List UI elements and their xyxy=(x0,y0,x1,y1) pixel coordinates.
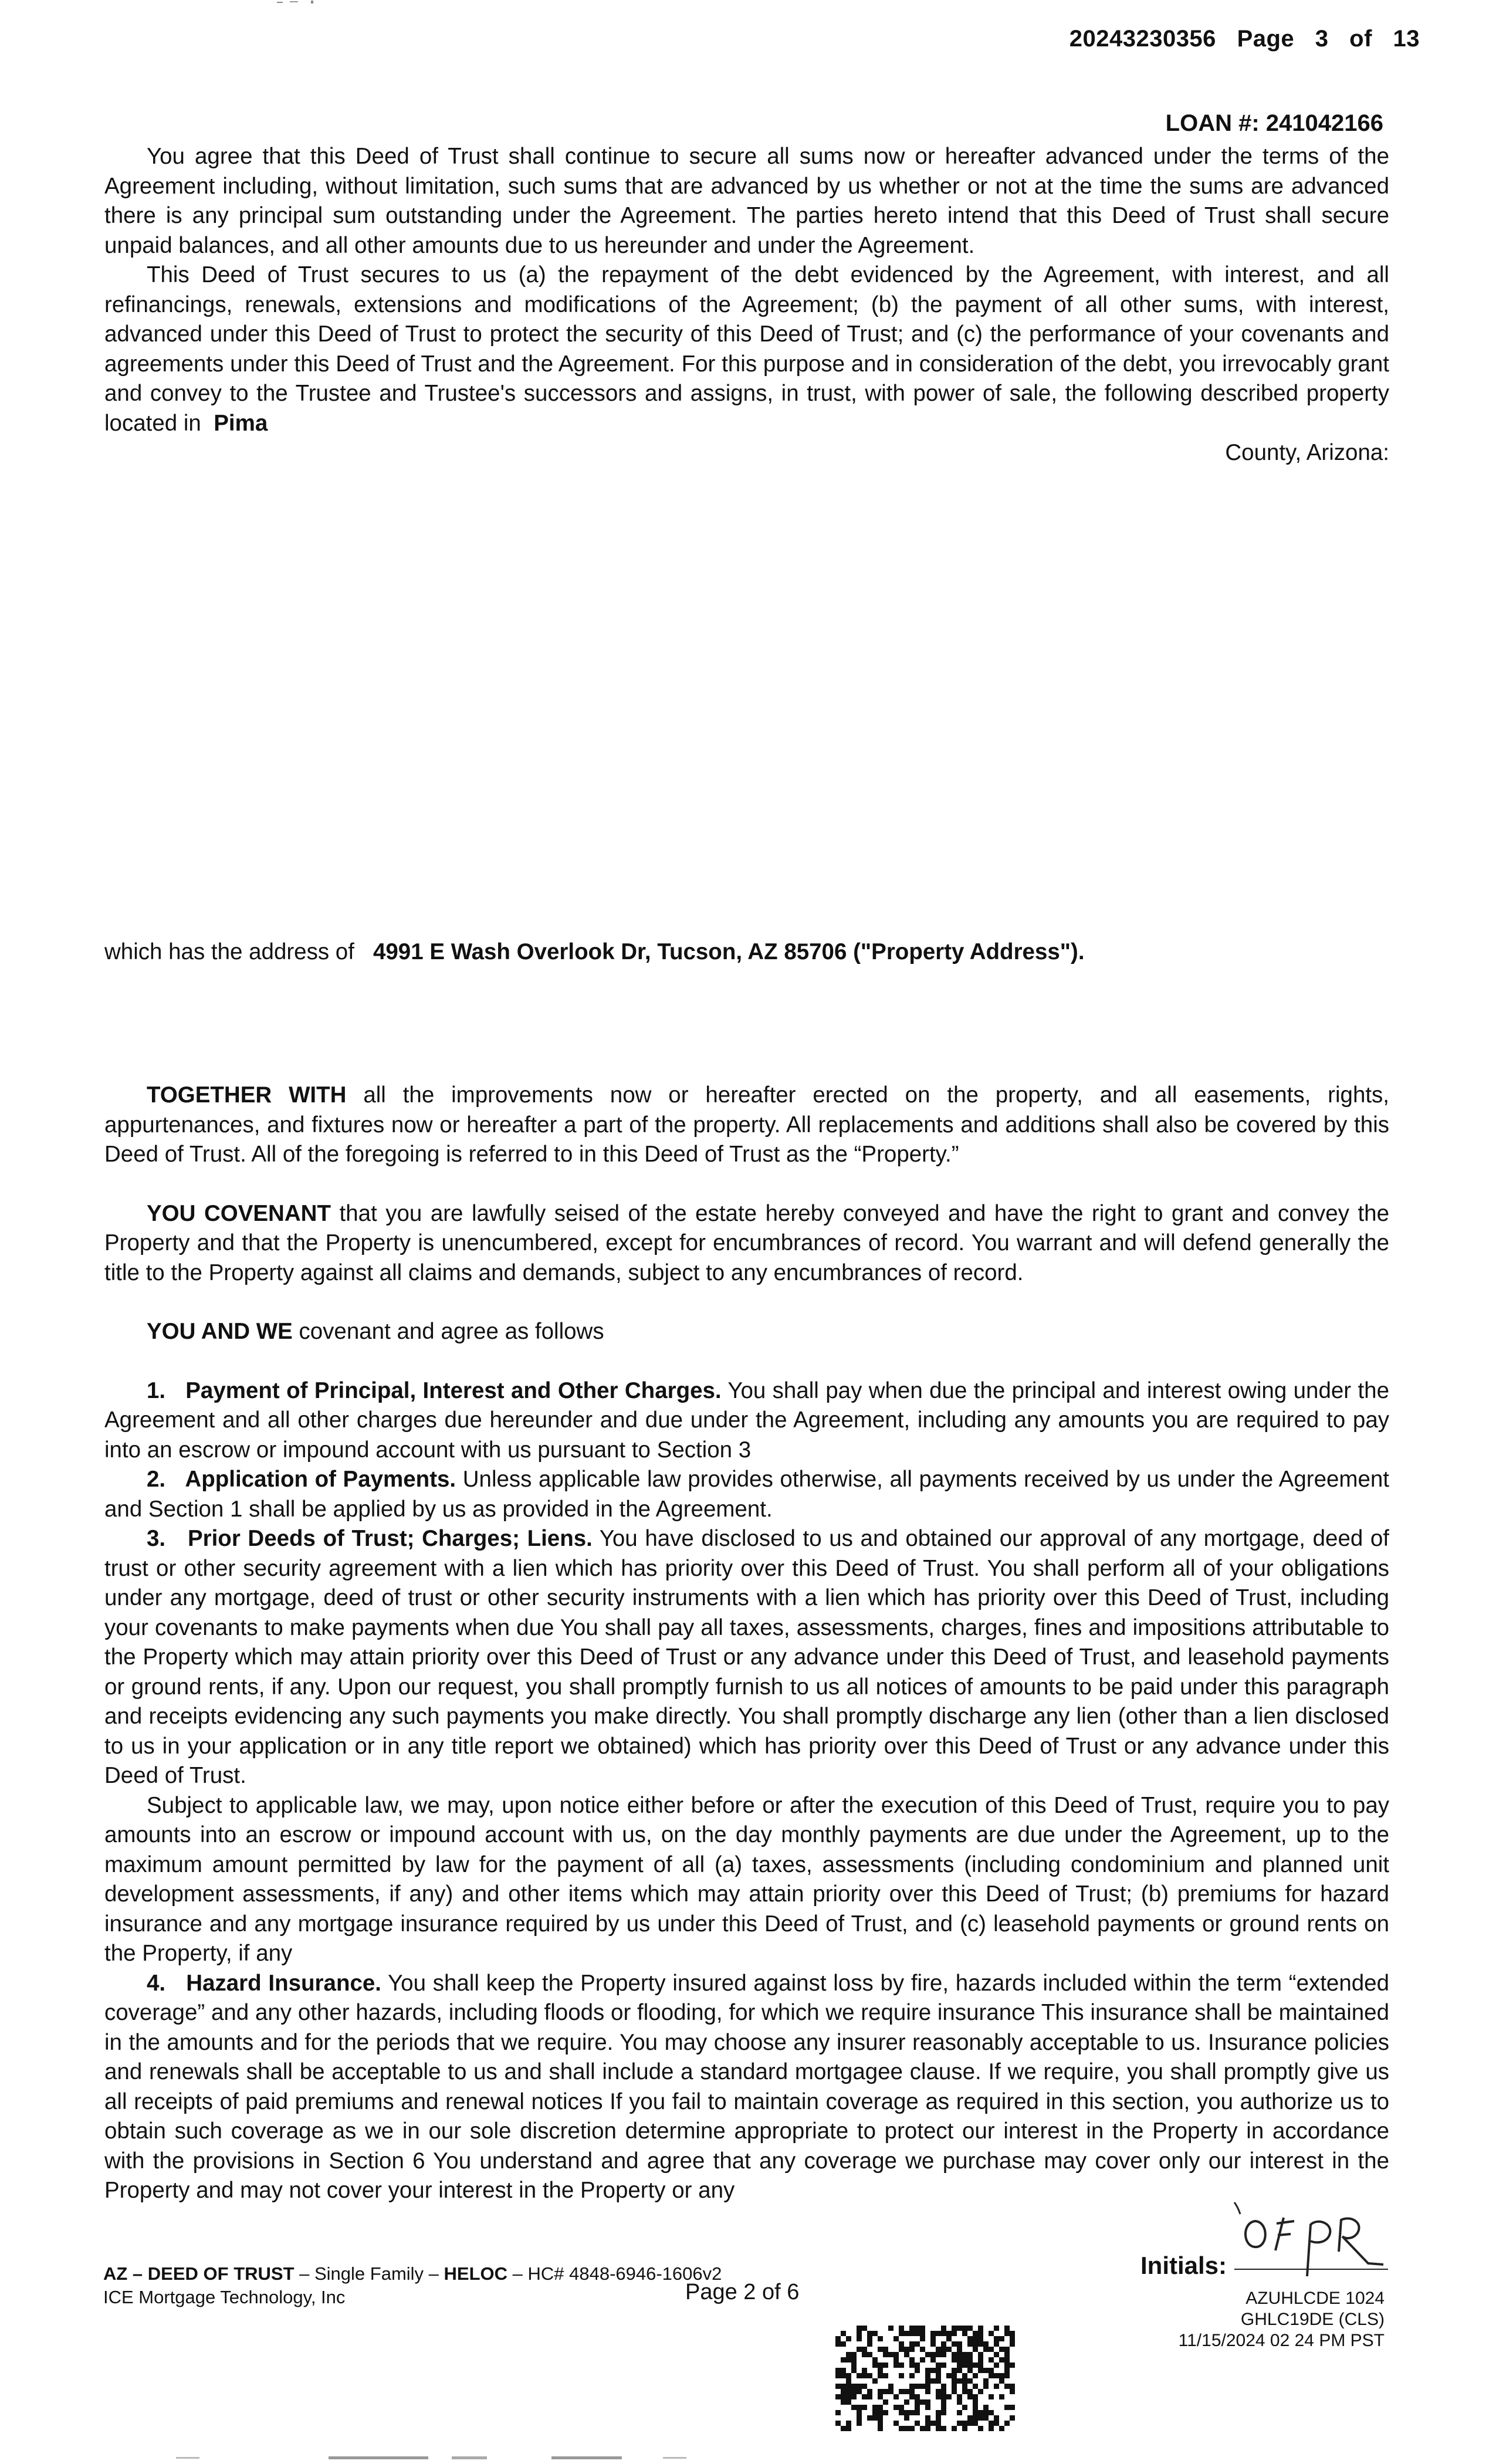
paragraph-together-with xyxy=(104,1081,1389,1170)
property-address: 4991 E Wash Overlook Dr, Tucson, AZ 85706 ("Property Address"). xyxy=(373,939,1085,964)
county-state-line xyxy=(104,438,1389,468)
section-4-title: 4. Hazard Insurance. xyxy=(147,1970,381,1996)
section-1-title: 1. Payment of Principal, Interest and Other Charges. xyxy=(147,1377,722,1403)
form-timestamp: 11/15/2024 02 24 PM PST xyxy=(1178,2331,1385,2350)
address-prefix: which has the address of xyxy=(104,939,354,964)
paragraph-you-covenant xyxy=(104,1199,1389,1288)
address-block xyxy=(104,937,1389,967)
2d-barcode xyxy=(835,2326,1015,2431)
section-4-text: You shall keep the Property insured against loss by fire, hazards included within the term “extended coverage” and any other hazards, including floods or flooding, for which we require insurance This insurance shall be maintained in the amounts and for the periods that we require. You may choose any insurer reasonably acceptable to us. Insurance policies and renewals shall be acceptable to us and shall include a standard mortgagee clause. If we require, you shall promptly give us all receipts of paid premiums and renewal notices If you fail to maintain coverage as required in this section, you authorize us to obtain such coverage as we in our sole discretion determine appropriate to protect our interest in the Property in accordance with the provisions in Section 6 You understand and agree that any coverage we purchase may cover only our interest in the Property and may not cover your interest in the Property or any xyxy=(104,1970,1389,2203)
form-heloc: HELOC xyxy=(444,2263,508,2284)
loan-number: LOAN #: 241042166 xyxy=(1165,110,1383,136)
document-number: 20243230356 xyxy=(1069,26,1216,52)
county-name: Pima xyxy=(214,410,268,436)
deed-body-main xyxy=(104,1081,1389,2206)
form-type: – Single Family – xyxy=(294,2263,444,2284)
section-1-text: You shall pay when due the principal and interest owing under the Agreement and all other charges due hereunder and due under the Agreement, including any amounts you are required to pay into an escrow or impound account with us pursuant to Section 3 xyxy=(104,1377,1389,1463)
paragraph-you-and-we xyxy=(104,1317,1389,1347)
paragraph-secure-sums: You agree that this Deed of Trust shall continue to secure all sums now or hereafter advanced under the terms of the Agreement including, without limitation, such sums that are advanced by us whether or not at the time the sums are advanced there is any principal sum outstanding under the Agreement. The parties hereto intend that this Deed of Trust shall secure unpaid balances, and all other amounts due to us hereunder and under the Agreement. xyxy=(104,144,1389,258)
together-with-heading: TOGETHER WITH xyxy=(147,1082,347,1108)
form-code-1: AZUHLCDE 1024 xyxy=(1245,2289,1385,2308)
county-suffix: County, Arizona: xyxy=(1225,440,1389,465)
form-codes xyxy=(1179,2288,1385,2351)
page-indicator: Page 3 of 13 xyxy=(1237,26,1420,52)
you-covenant-text: that you are lawfully seised of the estate hereby conveyed and have the right to grant and convey the Property and that the Property is unencumbered, except for encumbrances of record. You warrant and will defend generally the title to the Property against all claims and demands, subject to any encumbrances of record. xyxy=(104,1200,1389,1285)
you-covenant-heading: YOU COVENANT xyxy=(147,1200,331,1226)
form-identifier xyxy=(103,2262,722,2286)
you-and-we-heading: YOU AND WE xyxy=(147,1319,293,1344)
section-2 xyxy=(104,1465,1389,1524)
form-number: – HC# 4848-6946-1606v2 xyxy=(507,2263,722,2284)
section-3-escrow: Subject to applicable law, we may, upon notice either before or after the execution of this Deed of Trust, require you to pay amounts into an escrow or impound account with us, on the day monthly payments are due under the Agreement, up to the maximum amount permitted by law for the payment of all (a) taxes, assessments (including condominium and planned unit development assessments, if any) and other items which may attain priority over this Deed of Trust; (b) premiums for hazard insurance and any mortgage insurance required by us under this Deed of Trust, and (c) leasehold payments or ground rents on the Property, if any xyxy=(104,1792,1389,1966)
scan-artifact-strip xyxy=(176,2455,1115,2462)
form-page-number: Page 2 of 6 xyxy=(685,2280,800,2304)
section-2-text: Unless applicable law provides otherwise, all payments received by us under the Agreement and Section 1 shall be applied by us as provided in the Agreement. xyxy=(104,1467,1389,1522)
recording-header xyxy=(1069,26,1420,52)
company-name: ICE Mortgage Technology, Inc xyxy=(103,2287,346,2307)
form-code-2: GHLC19DE (CLS) xyxy=(1240,2310,1385,2329)
section-2-title: 2. Application of Payments. xyxy=(147,1467,456,1492)
initials-label: Initials: xyxy=(1140,2252,1227,2279)
form-title: AZ – DEED OF TRUST xyxy=(103,2263,295,2284)
handwritten-initials xyxy=(1230,2194,1394,2282)
section-3-text: You have disclosed to us and obtained our approval of any mortgage, deed of trust or other security agreement with a lien which has priority over this Deed of Trust. You shall perform all of your obligations under any mortgage, deed of trust or other security instruments with a lien which has priority over this Deed of Trust, including your covenants to make payments when due You shall pay all taxes, assessments, charges, fines and impositions attributable to the Property which may attain priority over this Deed of Trust or any advance under this Deed of Trust, and leasehold payments or ground rents, if any. Upon our request, you shall promptly furnish to us all notices of amounts to be paid under this paragraph and receipts evidencing any such payments you make directly. You shall promptly discharge any lien (other than a lien disclosed to us in your application or in any title report we obtained) which has priority over this Deed of Trust or any advance under this Deed of Trust. xyxy=(104,1526,1389,1788)
you-and-we-text: covenant and agree as follows xyxy=(292,1319,604,1344)
section-1 xyxy=(104,1376,1389,1465)
section-3-title: 3. Prior Deeds of Trust; Charges; Liens. xyxy=(147,1526,593,1551)
property-address-line xyxy=(104,937,1389,967)
paragraph-secures-to-us xyxy=(104,260,1389,438)
deed-body-top xyxy=(104,142,1389,468)
section-3 xyxy=(104,1524,1389,1791)
scan-artifact-mark xyxy=(276,0,323,6)
section-4 xyxy=(104,1969,1389,2206)
grant-text: This Deed of Trust secures to us (a) the repayment of the debt evidenced by the Agreement, with interest, and all refinancings, renewals, extensions and modifications of the Agreement; (b) the payment of all other sums, with interest, advanced under this Deed of Trust to protect the security of this Deed of Trust; and (c) the performance of your covenants and agreements under this Deed of Trust and the Agreement. For this purpose and in consideration of the debt, you irrevocably grant and convey to the Trustee and Trustee's successors and assigns, in trust, with power of sale, the following described property located in xyxy=(104,262,1389,436)
together-with-text: all the improvements now or hereafter erected on the property, and all easements, rights, appurtenances, and fixtures now or hereafter a part of the property. All replacements and additions shall also be covered by this Deed of Trust. All of the foregoing is referred to in this Deed of Trust as the “Property.” xyxy=(104,1082,1390,1167)
form-footer xyxy=(103,2262,722,2309)
